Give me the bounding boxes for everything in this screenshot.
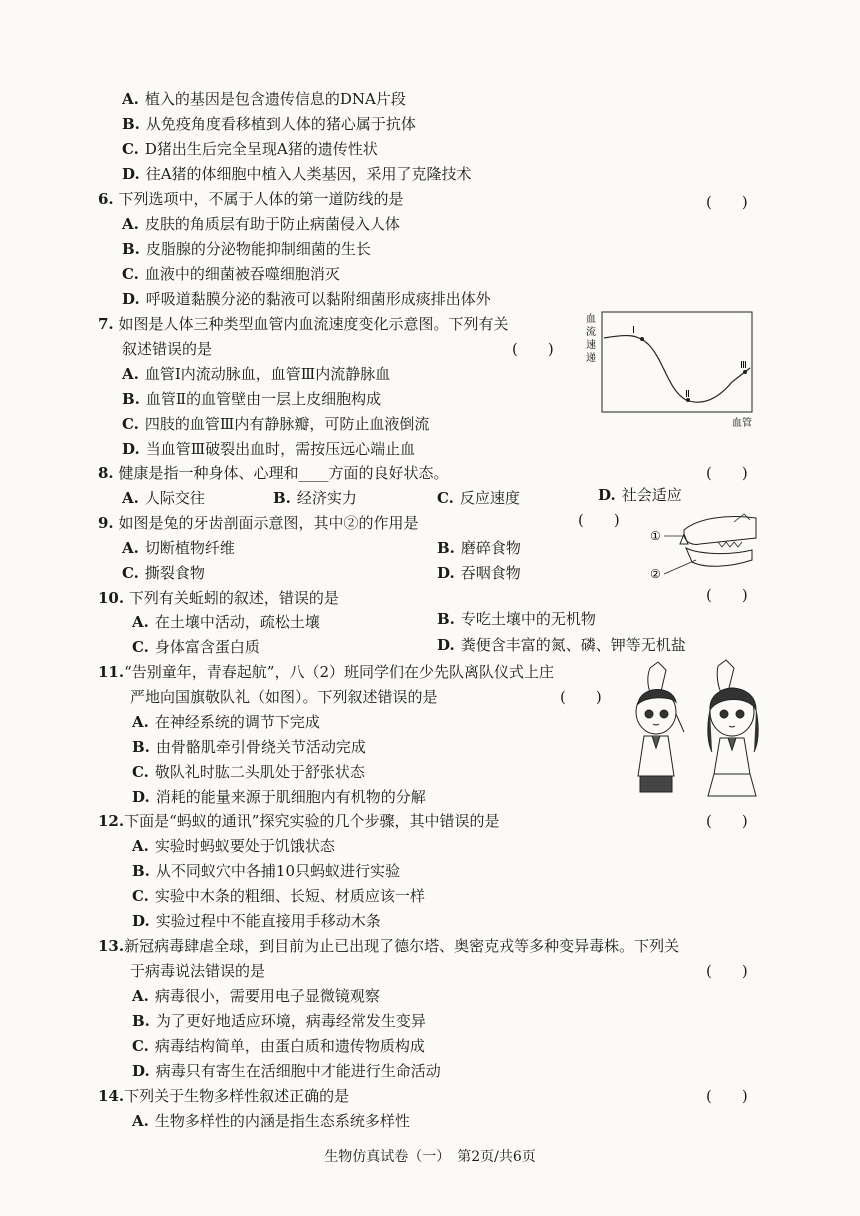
q10-option-d: D. 粪便含丰富的氮、磷、钾等无机盐 [437,636,686,654]
upper-jaw [684,517,756,545]
q11-option-b: B. 由骨骼肌牵引骨绕关节活动完成 [132,738,366,756]
q13-stem-line1: 13.新冠病毒肆虐全球，到目前为止已出现了德尔塔、奥密克戎等多种变异毒株。下列关 [98,937,680,955]
q13-option-c: C. 病毒结构简单，由蛋白质和遗传物质构成 [132,1037,425,1055]
q8-option-d: D. 社会适应 [598,486,682,504]
boy-illustration [636,662,684,792]
fig-ylabel-char-3: 速 [586,340,596,351]
q6-option-d: D. 呼吸道黏膜分泌的黏液可以黏附细菌形成痰排出体外 [122,290,491,308]
q7-option-c: C. 四肢的血管Ⅲ内有静脉瓣，可防止血液倒流 [122,415,430,433]
q9-option-c: C. 撕裂食物 [122,564,205,582]
q8-option-b: B. 经济实力 [273,489,357,507]
fig-label-2: ② [650,567,661,581]
q13-option-a: A. 病毒很小，需要用电子显微镜观察 [132,987,380,1005]
q5-option-a: A. 植入的基因是包含遗传信息的DNA片段 [122,90,406,108]
fig-label-1: ① [650,529,661,543]
q11-stem-line1: 11.“告别童年，青春起航”，八（2）班同学们在少先队离队仪式上庄 [98,663,554,681]
q12-option-d: D. 实验过程中不能直接用手移动木条 [132,912,381,930]
q11-option-c: C. 敬队礼时肱二头肌处于舒张状态 [132,763,365,781]
fig-label-ii: Ⅱ [685,389,690,400]
q10-option-b: B. 专吃土壤中的无机物 [437,610,596,628]
fig-label-i: Ⅰ [632,325,635,336]
q12-option-b: B. 从不同蚁穴中各捕10只蚂蚁进行实验 [132,862,400,880]
q5-option-b: B. 从免疫角度看移植到人体的猪心属于抗体 [122,115,416,133]
q5-option-c: C. D猪出生后完全呈现A猪的遗传性状 [122,140,378,158]
q11-option-d: D. 消耗的能量来源于肌细胞内有机物的分解 [132,788,426,806]
q10-answer-paren[interactable]: ( ) [706,586,748,604]
q12-answer-paren[interactable]: ( ) [706,812,748,830]
q13-option-d: D. 病毒只有寄生在活细胞中才能进行生命活动 [132,1062,441,1080]
q9-option-d: D. 吞咽食物 [437,564,521,582]
q6-option-c: C. 血液中的细菌被吞噬细胞消灭 [122,265,340,283]
q9-answer-paren[interactable]: ( ) [578,511,620,529]
q6-answer-paren[interactable]: ( ) [706,193,748,211]
q7-option-d: D. 当血管Ⅲ破裂出血时，需按压远心端止血 [122,440,416,458]
fig-xlabel: 血管 [732,418,752,429]
fig-velocity-curve [604,336,750,403]
q8-answer-paren[interactable]: ( ) [706,464,748,482]
q8-option-a: A. 人际交往 [122,489,205,507]
q6-option-b: B. 皮脂腺的分泌物能抑制细菌的生长 [122,240,371,258]
fig-label-iii: Ⅲ [740,360,747,371]
girl-illustration [708,660,758,796]
q10-stem: 10. 下列有关蚯蚓的叙述，错误的是 [98,589,339,607]
q11-answer-paren[interactable]: ( ) [560,688,602,706]
fig-ylabel-char-1: 血 [586,314,596,325]
q14-stem: 14.下列关于生物多样性叙述正确的是 [98,1087,350,1105]
q11-stem-line2: 严地向国旗敬队礼（如图）。下列叙述错误的是 [130,688,438,706]
fig-ylabel-char-4: 递 [586,353,596,364]
q10-option-c: C. 身体富含蛋白质 [132,638,260,656]
q7-option-a: A. 血管Ⅰ内流动脉血，血管Ⅲ内流静脉血 [122,365,391,383]
q13-stem-line2: 于病毒说法错误的是 [130,962,266,980]
q12-stem: 12.下面是“蚂蚁的通讯”探究实验的几个步骤，其中错误的是 [98,812,500,830]
page-footer: 生物仿真试卷（一） 第2页/共6页 [324,1149,536,1165]
q7-option-b: B. 血管Ⅱ的血管壁由一层上皮细胞构成 [122,390,382,408]
q9-option-a: A. 切断植物纤维 [122,539,235,557]
fig-frame [602,312,752,412]
salute-figure [622,656,772,806]
molars [718,542,742,547]
q7-stem-line2: 叙述错误的是 [122,340,213,358]
q14-answer-paren[interactable]: ( ) [706,1087,748,1105]
q8-option-c: C. 反应速度 [437,489,520,507]
q8-stem: 8. 健康是指一种身体、心理和____方面的良好状态。 [98,464,449,482]
q14-option-a: A. 生物多样性的内涵是指生态系统多样性 [132,1112,410,1130]
q6-option-a: A. 皮肤的角质层有助于防止病菌侵入人体 [122,215,400,233]
q13-option-b: B. 为了更好地适应环境，病毒经常发生变异 [132,1012,426,1030]
blood-flow-figure [582,308,762,433]
lower-jaw [686,548,752,566]
rabbit-teeth-figure [648,504,763,584]
q6-stem: 6. 下列选项中，不属于人体的第一道防线的是 [98,190,404,208]
q7-stem-line1: 7. 如图是人体三种类型血管内血流速度变化示意图。下列有关 [98,315,509,333]
q10-option-a: A. 在土壤中活动，疏松土壤 [132,613,320,631]
q7-answer-paren[interactable]: ( ) [512,340,554,358]
q5-option-d: D. 往A猪的体细胞中植入人类基因，采用了克隆技术 [122,165,472,183]
q11-option-a: A. 在神经系统的调节下完成 [132,713,320,731]
q9-option-b: B. 磨碎食物 [437,539,521,557]
q9-stem: 9. 如图是兔的牙齿剖面示意图，其中②的作用是 [98,514,419,532]
fig-ylabel-char-2: 流 [586,327,596,338]
q13-answer-paren[interactable]: ( ) [706,962,748,980]
fig-point-i [640,337,644,341]
q12-option-a: A. 实验时蚂蚁要处于饥饿状态 [132,837,335,855]
q12-option-c: C. 实验中木条的粗细、长短、材质应该一样 [132,887,425,905]
